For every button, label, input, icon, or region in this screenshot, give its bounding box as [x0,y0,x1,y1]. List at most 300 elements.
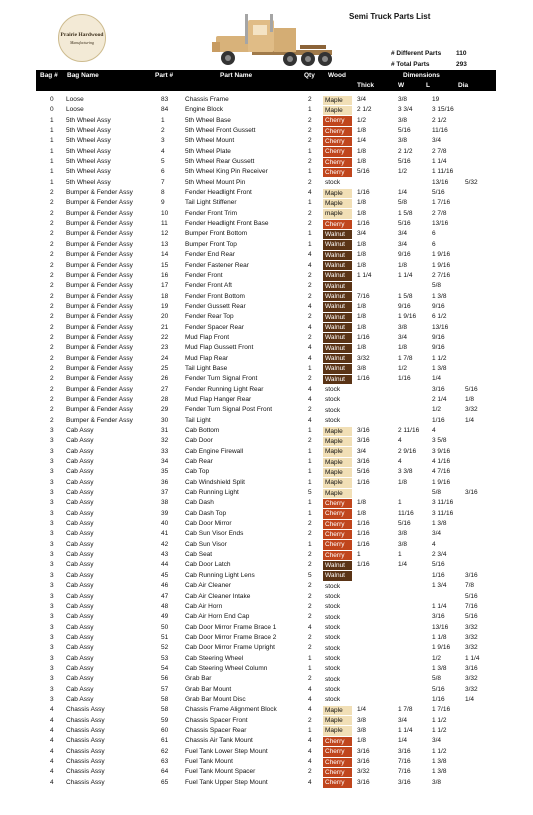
cell-length: 3 11/16 [432,509,454,517]
cell-bag-number: 4 [50,758,54,765]
cell-part-name: 5th Wheel Front Gussett [185,127,256,135]
cell-bag-number: 3 [50,623,54,631]
cell-part-name: Fuel Tank Lower Step Mount [185,747,268,755]
cell-wood: Maple [323,189,352,198]
cell-wood: Cherry [323,158,352,167]
cell-thick: 1/16 [357,220,370,228]
cell-qty: 4 [308,354,312,362]
cell-thick: 1/8 [357,127,367,135]
cell-bag-name: Cab Assy [66,685,94,693]
cell-qty: 4 [308,344,312,352]
cell-qty: 1 [308,364,312,372]
cell-part-number: 29 [161,406,169,414]
cell-width: 5/8 [398,199,408,207]
cell-wood: stock [325,644,341,652]
cell-wood: Cherry [323,147,352,156]
cell-width: 7/16 [398,768,411,776]
cell-thick: 1/16 [357,189,370,197]
cell-length: 2 7/8 [432,209,447,217]
cell-width: 3/8 [398,530,408,538]
cell-wood: stock [325,396,341,404]
cell-bag-number: 3 [50,509,54,517]
cell-width: 3 3/4 [398,106,413,114]
cell-width: 1 7/8 [398,354,413,362]
cell-bag-number: 1 [50,147,54,155]
cell-part-number: 25 [161,364,169,372]
cell-thick: 1/16 [357,530,370,538]
table-row [0,395,533,405]
cell-part-number: 27 [161,385,169,393]
cell-qty: 1 [308,199,312,207]
cell-qty: 4 [308,385,312,393]
cell-length: 1 3/8 [432,520,447,528]
table-row [0,540,533,550]
cell-width: 9/16 [398,251,411,259]
cell-qty: 2 [308,96,312,103]
cell-diameter: 1/4 [465,416,475,424]
cell-wood: Walnut [323,364,352,373]
cell-qty: 4 [308,685,312,693]
table-row [0,416,533,426]
cell-length: 6 [432,240,436,248]
cell-qty: 2 [308,333,312,341]
cell-bag-number: 1 [50,127,54,135]
cell-bag-number: 4 [50,706,54,714]
cell-part-name: Cab Seat [185,551,213,559]
cell-wood: Walnut [323,251,352,260]
cell-length: 1 9/16 [432,478,451,486]
cell-length: 1/16 [432,571,445,579]
cell-part-number: 65 [161,778,169,786]
cell-qty: 4 [308,189,312,197]
cell-width: 5/16 [398,220,411,228]
cell-bag-name: Bumper & Fender Assy [66,282,133,290]
cell-part-number: 48 [161,602,169,610]
cell-width: 3/8 [398,96,408,103]
cell-part-name: Cab Running Light Lens [185,571,255,579]
table-row [0,167,533,177]
cell-thick: 1/8 [357,499,367,507]
cell-length: 5/16 [432,189,445,197]
header-length: L [426,82,430,89]
cell-wood: Walnut [323,230,352,239]
table-row [0,136,533,146]
cell-length: 1 7/16 [432,706,451,714]
cell-qty: 2 [308,768,312,776]
cell-bag-name: 5th Wheel Assy [66,116,111,124]
cell-qty: 2 [308,582,312,590]
header-diameter: Dia [458,82,469,89]
cell-bag-name: Bumper & Fender Assy [66,271,133,279]
table-row [0,426,533,436]
table-row [0,612,533,622]
cell-qty: 4 [308,747,312,755]
cell-width: 4 [398,458,402,466]
cell-wood: stock [325,675,341,683]
cell-thick: 1/16 [357,333,370,341]
cell-part-name: Cab Rear [185,458,213,466]
table-row [0,705,533,715]
cell-thick: 1/4 [357,706,367,714]
cell-wood: Cherry [323,747,352,756]
cell-length: 13/16 [432,178,449,186]
cell-qty: 2 [308,530,312,538]
cell-qty: 2 [308,116,312,124]
cell-length: 1 9/16 [432,261,451,269]
cell-length: 1 3/8 [432,768,447,776]
cell-bag-name: Cab Assy [66,489,94,497]
cell-part-name: Cab Engine Firewall [185,447,244,455]
cell-qty: 4 [308,323,312,331]
cell-bag-name: Chassis Assy [66,716,105,724]
cell-qty: 2 [308,158,312,166]
cell-bag-number: 3 [50,437,54,445]
cell-length: 4 [432,427,436,434]
cell-diameter: 3/32 [465,406,478,414]
cell-length: 5/16 [432,561,445,569]
cell-bag-name: Cab Assy [66,654,94,662]
cell-bag-name: Cab Assy [66,530,94,538]
cell-part-number: 83 [161,96,169,103]
cell-bag-number: 3 [50,478,54,486]
cell-bag-number: 3 [50,582,54,590]
header-dimensions: Dimensions [403,72,440,79]
cell-part-name: Tail Light Stiffener [185,199,237,207]
cell-wood: stock [325,582,341,590]
cell-diameter: 1/8 [465,395,475,403]
cell-part-number: 62 [161,747,169,755]
header-qty: Qty [304,72,315,79]
cell-wood: stock [325,593,341,600]
cell-wood: Walnut [323,240,352,249]
cell-part-name: Cab Dash Top [185,509,227,517]
cell-qty: 4 [308,251,312,259]
cell-bag-number: 3 [50,540,54,548]
cell-part-number: 54 [161,664,169,672]
cell-part-number: 11 [161,220,168,228]
cell-part-number: 31 [161,427,169,434]
cell-bag-name: Bumper & Fender Assy [66,189,133,197]
cell-bag-name: Cab Assy [66,633,94,641]
cell-part-name: Fuel Tank Upper Step Mount [185,778,268,786]
cell-width: 1/4 [398,561,408,569]
cell-part-name: Cab Running Light [185,489,239,497]
cell-wood: Walnut [323,302,352,311]
cell-wood: Cherry [323,768,352,777]
cell-width: 3/16 [398,747,411,755]
cell-part-name: Fuel Tank Mount [185,758,233,765]
cell-wood: Cherry [323,509,352,518]
cell-qty: 1 [308,509,312,517]
cell-bag-name: Chassis Assy [66,758,105,765]
cell-wood: Maple [323,96,352,105]
cell-bag-name: Bumper & Fender Assy [66,313,133,321]
cell-width: 2 9/16 [398,447,417,455]
cell-part-number: 84 [161,106,169,114]
cell-wood: Maple [323,199,352,208]
cell-part-number: 10 [161,209,169,217]
cell-part-number: 12 [161,230,169,238]
cell-bag-name: Chassis Assy [66,768,105,776]
cell-wood: Maple [323,458,352,467]
cell-wood: Cherry [323,520,352,529]
cell-qty: 4 [308,416,312,424]
cell-qty: 1 [308,240,312,248]
cell-part-name: 5th Wheel King Pin Receiver [185,168,268,176]
cell-wood: Cherry [323,737,352,746]
cell-bag-number: 3 [50,561,54,569]
cell-wood: Cherry [323,127,352,136]
cell-thick: 1/8 [357,209,367,217]
cell-bag-number: 2 [50,344,54,352]
cell-part-name: Fender Fastener Rear [185,261,249,269]
cell-thick: 2 1/2 [357,106,372,114]
cell-bag-name: Cab Assy [66,551,94,559]
cell-length: 4 7/16 [432,468,451,476]
cell-length: 4 [432,540,436,548]
semi-truck-illustration [208,12,336,70]
cell-bag-name: Cab Assy [66,613,94,621]
cell-width: 1/2 [398,168,408,176]
cell-bag-name: Cab Assy [66,695,94,703]
table-row [0,116,533,126]
cell-part-number: 58 [161,695,169,703]
table-row [0,178,533,188]
cell-wood: Maple [323,437,352,446]
cell-part-number: 23 [161,344,169,352]
cell-wood: Walnut [323,333,352,342]
cell-part-number: 46 [161,582,169,590]
cell-bag-number: 3 [50,427,54,434]
cell-part-number: 57 [161,685,169,693]
cell-wood: Walnut [323,271,352,280]
cell-part-name: Chassis Frame Alignment Block [185,706,277,714]
cell-qty: 2 [308,209,312,217]
logo-line1: Prairie Hardwood [60,32,104,38]
table-row [0,333,533,343]
cell-bag-number: 3 [50,458,54,466]
cell-part-number: 22 [161,333,169,341]
cell-thick: 3/16 [357,427,370,434]
cell-part-number: 51 [161,633,169,641]
cell-qty: 4 [308,737,312,745]
cell-part-number: 53 [161,654,169,662]
cell-part-name: 5th Wheel Base [185,116,231,124]
cell-thick: 7/16 [357,292,370,300]
cell-thick: 1 1/4 [357,271,372,279]
cell-part-name: Cab Bottom [185,427,220,434]
cell-part-number: 17 [161,282,169,290]
cell-part-number: 15 [161,261,169,269]
table-row [0,302,533,312]
cell-wood: Cherry [323,551,352,560]
cell-bag-number: 3 [50,633,54,641]
cell-bag-name: Cab Assy [66,458,94,466]
cell-wood: stock [325,603,341,611]
cell-qty: 4 [308,395,312,403]
cell-bag-number: 1 [50,168,54,176]
cell-part-number: 63 [161,758,169,765]
cell-wood: stock [325,417,341,425]
table-row [0,478,533,488]
cell-part-number: 13 [161,240,169,248]
cell-width: 5/16 [398,520,411,528]
cell-qty: 2 [308,137,312,145]
cell-part-name: 5th Wheel Plate [185,147,231,155]
cell-length: 1/2 [432,654,442,662]
cell-bag-number: 2 [50,189,54,197]
cell-width: 7/16 [398,758,411,765]
cell-diameter: 5/32 [465,178,478,186]
cell-length: 1 3/4 [432,582,447,590]
cell-qty: 1 [308,147,312,155]
page-title: Semi Truck Parts List [349,12,431,21]
cell-qty: 1 [308,230,312,238]
cell-diameter: 5/16 [465,613,478,621]
cell-bag-name: Chassis Assy [66,747,105,755]
cell-part-number: 45 [161,571,169,579]
cell-qty: 2 [308,551,312,559]
cell-width: 1 [398,551,402,559]
cell-wood: Maple [323,716,352,725]
cell-thick: 5/16 [357,168,370,176]
cell-part-name: Mud Flap Hanger Rear [185,395,252,403]
cell-wood: Walnut [323,354,352,363]
cell-bag-name: 5th Wheel Assy [66,158,111,166]
cell-bag-name: Cab Assy [66,478,94,486]
cell-width: 4 [398,437,402,445]
cell-part-name: Bumper Front Top [185,240,237,248]
cell-length: 1 3/8 [432,758,447,765]
cell-diameter: 3/16 [465,571,478,579]
cell-part-name: Grab Bar [185,675,212,683]
cell-qty: 4 [308,706,312,714]
cell-part-number: 39 [161,509,169,517]
cell-width: 1 9/16 [398,313,417,321]
cell-width: 3/8 [398,323,408,331]
cell-bag-number: 2 [50,209,54,217]
cell-bag-name: Bumper & Fender Assy [66,344,133,352]
cell-part-number: 24 [161,354,169,362]
cell-qty: 2 [308,613,312,621]
cell-length: 5/8 [432,489,442,497]
cell-qty: 2 [308,375,312,383]
cell-qty: 4 [308,778,312,786]
cell-bag-number: 1 [50,116,54,124]
cell-width: 3 3/8 [398,468,413,476]
cell-wood: stock [325,634,341,642]
cell-wood: Cherry [323,168,352,177]
cell-width: 1/2 [398,364,408,372]
cell-wood: Walnut [323,561,352,570]
cell-qty: 1 [308,447,312,455]
cell-bag-name: Cab Assy [66,427,94,434]
cell-part-name: Tail Light [185,416,211,424]
cell-part-name: Cab Windshield Split [185,478,245,486]
logo-line2: Manufacturing [70,40,94,45]
cell-thick: 1 [357,551,361,559]
cell-bag-number: 2 [50,292,54,300]
cell-length: 5/8 [432,675,442,683]
cell-qty: 4 [308,261,312,269]
cell-length: 2 7/16 [432,271,451,279]
cell-qty: 2 [308,313,312,321]
cell-length: 1 7/16 [432,199,451,207]
table-row [0,229,533,239]
table-row [0,354,533,364]
table-row [0,685,533,695]
cell-width: 3/4 [398,230,408,238]
cell-thick: 1/8 [357,344,367,352]
cell-qty: 2 [308,675,312,683]
cell-part-name: Fuel Tank Mount Spacer [185,768,256,776]
cell-part-name: Cab Door Latch [185,561,231,569]
cell-bag-name: Chassis Assy [66,778,105,786]
cell-width: 5/16 [398,158,411,166]
cell-part-name: Fender Front [185,271,223,279]
cell-bag-number: 2 [50,385,54,393]
table-row [0,457,533,467]
cell-bag-number: 3 [50,602,54,610]
cell-bag-number: 3 [50,520,54,528]
cell-width: 1/8 [398,344,408,352]
cell-length: 1/16 [432,416,445,424]
cell-length: 1/4 [432,375,442,383]
cell-wood: maple [323,209,352,218]
cell-bag-number: 2 [50,251,54,259]
cell-thick: 3/16 [357,458,370,466]
cell-part-number: 33 [161,447,169,455]
cell-wood: stock [325,406,341,414]
cell-bag-name: Bumper & Fender Assy [66,251,133,259]
cell-part-number: 14 [161,251,169,259]
cell-bag-name: Bumper & Fender Assy [66,333,133,341]
cell-part-name: Grab Bar Mount [185,685,232,693]
table-row [0,488,533,498]
cell-part-number: 28 [161,395,169,403]
cell-part-number: 49 [161,613,169,621]
cell-part-number: 35 [161,468,169,476]
table-row [0,519,533,529]
cell-diameter: 3/32 [465,623,478,631]
cell-bag-number: 2 [50,395,54,403]
cell-bag-name: Cab Assy [66,540,94,548]
table-row [0,198,533,208]
cell-width: 1 5/8 [398,209,413,217]
cell-part-name: Cab Door Mirror Frame Brace 1 [185,623,277,631]
cell-part-number: 20 [161,313,169,321]
cell-bag-number: 0 [50,106,54,114]
cell-length: 1 3/8 [432,292,447,300]
cell-wood: Walnut [323,344,352,353]
cell-wood: stock [325,655,341,663]
table-row [0,105,533,115]
cell-qty: 2 [308,271,312,279]
cell-thick: 1/2 [357,116,367,124]
cell-qty: 2 [308,592,312,600]
cell-bag-number: 4 [50,768,54,776]
table-row [0,654,533,664]
cell-bag-number: 1 [50,137,54,145]
cell-part-name: Fender Front Bottom [185,292,245,300]
table-row [0,695,533,705]
cell-width: 1/8 [398,261,408,269]
table-row [0,736,533,746]
cell-thick: 3/4 [357,447,367,455]
cell-length: 11/16 [432,127,448,135]
cell-part-name: Fender Headlight Front Base [185,220,269,228]
table-row [0,602,533,612]
